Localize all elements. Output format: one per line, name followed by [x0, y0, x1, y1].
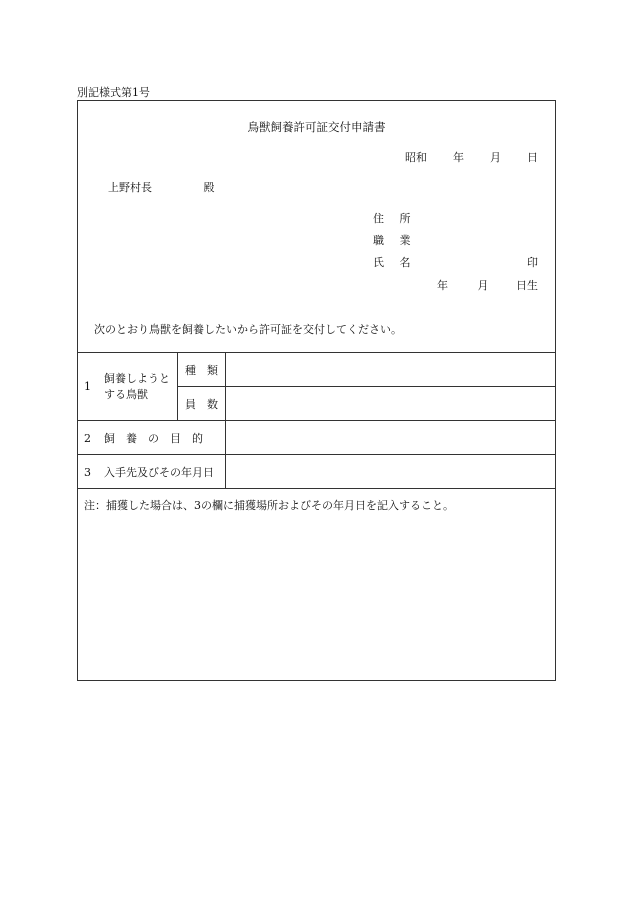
- species-type-label: 種 類: [178, 353, 226, 387]
- row3-number: 3: [84, 465, 91, 479]
- application-table: [77, 352, 556, 489]
- name-field: [373, 254, 417, 270]
- address-field: [373, 210, 417, 226]
- table-row: [78, 353, 556, 387]
- name-label: 氏 名: [373, 256, 417, 269]
- birth-day: 日生: [516, 279, 538, 292]
- row1-number: 1: [84, 380, 91, 393]
- source-heading-cell: [78, 455, 226, 489]
- species-count-value[interactable]: [226, 387, 556, 421]
- addressee-name: 上野村長: [108, 181, 152, 194]
- purpose-value[interactable]: [226, 421, 556, 455]
- birth-date-line: [437, 277, 538, 293]
- table-row: [78, 455, 556, 489]
- species-count-label: 員 数: [178, 387, 226, 421]
- form-number: 別記様式第1号: [77, 86, 150, 99]
- footnote: 注：捕獲した場合は、3の欄に捕獲場所およびその年月日を記入すること。: [84, 499, 454, 512]
- source-value[interactable]: [226, 455, 556, 489]
- addressee-honorific: 殿: [203, 181, 215, 194]
- date-line: [405, 149, 538, 165]
- date-era: 昭和: [405, 151, 427, 164]
- occupation-label: 職 業: [373, 234, 417, 247]
- occupation-field: [373, 232, 417, 248]
- row2-label: 飼 養 の 目 的: [104, 431, 203, 445]
- table-row: [78, 421, 556, 455]
- birth-year: 年: [437, 279, 448, 292]
- addressee: [108, 179, 215, 195]
- date-month: 月: [490, 151, 501, 164]
- date-year: 年: [453, 151, 464, 164]
- row1-label-line1: 飼養しようと: [104, 371, 170, 385]
- request-statement: 次のとおり鳥獣を飼養したいから許可証を交付してください。: [94, 323, 402, 336]
- date-day: 日: [527, 151, 538, 164]
- birth-month: 月: [477, 279, 489, 292]
- form-title: 鳥獣飼養許可証交付申請書: [247, 120, 386, 134]
- row1-label-line2: する鳥獣: [104, 387, 148, 401]
- row3-label: 入手先及びその年月日: [104, 465, 214, 479]
- application-form: [77, 100, 556, 681]
- row2-number: 2: [84, 431, 91, 445]
- species-heading-cell: [78, 353, 178, 421]
- species-type-value[interactable]: [226, 353, 556, 387]
- seal-mark: 印: [527, 256, 538, 269]
- purpose-heading-cell: [78, 421, 226, 455]
- address-label: 住 所: [373, 212, 417, 225]
